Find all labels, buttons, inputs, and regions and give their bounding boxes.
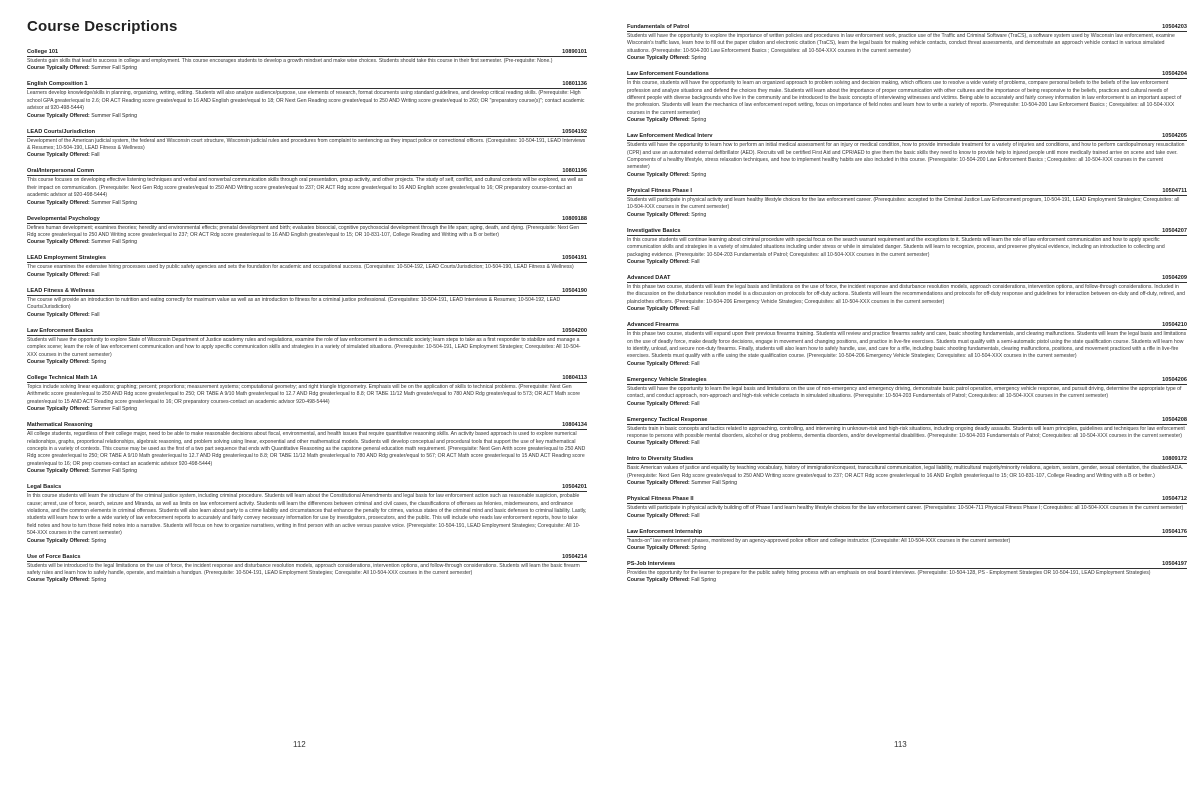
course-code: 10801196 <box>562 168 587 175</box>
course-header <box>627 133 1187 141</box>
course-description: Students will have the opportunity to learn the legal basis and limitations on the use of non-emergency and emergency driving, demonstrate basic patrol operation, emergency vehicle response, and pursuit driving, determine the appropriate type of contact, and conduct approach, non-approach and high-risk vehicle contacts in simulated situations. (Prerequisite: 10-504-203 Fundamentals of Patrol; Corequisites: all 10-504-XXX courses in the current semester) <box>627 385 1182 400</box>
course-title: Law Enforcement Basics <box>27 327 94 334</box>
course-offered <box>627 55 1187 62</box>
course-code: 10504205 <box>1162 133 1187 140</box>
course-code: 10504191 <box>562 255 587 262</box>
offered-terms: Fall <box>691 512 700 519</box>
course-header <box>27 375 587 383</box>
course-header <box>27 255 587 263</box>
course-header <box>27 288 587 296</box>
course-title: Fundamentals of Patrol <box>627 24 690 30</box>
course-title: Law Enforcement Internship <box>627 528 703 535</box>
course-title: Advanced Firearms <box>627 322 679 329</box>
course-entry <box>27 81 587 119</box>
course-description: Students will have the opportunity to explore State of Wisconsin Department of Justice academy rules and regulations, examine the role of law enforcement in a democratic society; learn steps to take as a first responder to stabilize and manage a complex scene; learn the role of law enforcement communication and how to apply specific communication skills and strategies in a variety of simulated situations. (Prerequisite: 10-504-191, LEAD Employment Strategies; Corequisites: All 10-504-XXX courses in the current semester) <box>27 336 581 358</box>
course-entry <box>627 188 1187 219</box>
offered-terms: Fall <box>691 258 700 265</box>
course-header <box>27 328 587 336</box>
course-code: 10801136 <box>562 81 587 88</box>
course-header <box>627 322 1187 330</box>
offered-label: Course Typically Offered: <box>27 239 90 246</box>
course-title: Law Enforcement Medical Interv <box>627 133 713 140</box>
course-description: In this course students will learn the structure of the criminal justice system, including criminal procedure. Students will learn about the Constitutional Amendments and legal basis for law enforcement action such as reasonable suspicion, probable cause; arrest, use of force, search, seizure and Miranda, as well as limits on law enforcement activity. Students will learn the differences between criminal and civil cases, the classifications of offenses as felonies, misdemeanors, and ordinance violations, and the common elements in criminal offenses. Students will also learn about party to a crime liability and circumstances that enhance the penalty for crimes, various states of the criminal mind and basic defenses to criminal liability. Lastly, students will learn how to write a wide variety of law enforcement reports to accurately and fairly convey necessary information for use by investigators, prosecutors, and the public. This will include who reads law enforcement reports, how to take field notes and how to turn those field notes into a narrative. Students will focus on how to organize narratives, writing in first person with an active versus passive voice. (Prerequisite: 10-504-191, LEAD Employment Strategies; Corequisite: All 10-504-XXX courses in the current semester) <box>27 493 587 537</box>
offered-label: Course Typically Offered: <box>27 65 90 72</box>
course-title: LEAD Courts/Jurisdiction <box>27 128 96 135</box>
offered-terms: Summer Fall Spring <box>691 480 738 487</box>
course-offered <box>627 577 1187 584</box>
course-description: Students gain skills that lead to success in college and employment. This course encourages students to develop a growth mindset and make wise choices. Students should take this course in their first semester. (Pre-requisite: None.) <box>27 58 553 64</box>
course-offered <box>27 359 587 366</box>
page-number-left: 112 <box>293 740 306 749</box>
course-entry <box>27 49 587 72</box>
course-description: The course will provide an introduction to nutrition and eating correctly for maximum value as well as an introduction to fitness for a criminal justice professional. (Corequisites: 10-504-191, LEAD Interviews & Resumes; 10-504-192, LEAD Courts/Jurisdiction) <box>27 296 561 311</box>
offered-terms: Summer Fall Spring <box>91 468 138 475</box>
course-code: 10504210 <box>1162 322 1187 329</box>
course-entry <box>27 422 587 475</box>
course-code: 10504712 <box>1162 496 1187 503</box>
offered-label: Course Typically Offered: <box>627 211 690 218</box>
course-entry <box>27 216 587 247</box>
course-header <box>627 456 1187 464</box>
course-code: 10804134 <box>562 422 587 429</box>
offered-label: Course Typically Offered: <box>627 480 690 487</box>
course-title: PS-Job Interviews <box>627 561 676 567</box>
course-offered <box>27 312 587 319</box>
course-description: In this course, students will have the opportunity to learn an organized approach to problem solving and decision making, which officers use to resolve a wide variety of problems, compare personal beliefs to the beliefs of the law enforcement profession and analyze situations and defend the choices they make. Students will learn about the importance of proper communication with other cultures and the importance of being responsive to the beliefs, practices and cultural needs of different people with diverse backgrounds who live in the community and be introduced to the basic concepts of interviewing witnesses and victims. Being able to accurately and fairly convey information in law enforcement is an important aspect of the profession. Students will learn the mechanics of law enforcement report writing, focus on importance of field notes and learn how to write a variety of reports. (Prerequisite: 10-504-200 Law Enforcement Basics ; Corequisites: all 10-504-XXX courses in the current semester) <box>627 80 1182 116</box>
course-description: Students will be introduced to the legal limitations on the use of force, the incident response and disturbance resolution models, approach considerations, intervention options, and follow-through considerations. Students will learn the basic firearm safety rules and learn how to safely handle, operate, and maintain a handgun. (Prerequisite: 10-504-191, LEAD Employment Strategies; Corequisite: All 10-504-XXX courses in the current semester) <box>27 562 580 576</box>
course-header <box>27 168 587 176</box>
offered-terms: Spring <box>91 537 107 544</box>
offered-label: Course Typically Offered: <box>627 360 690 367</box>
course-description: This course focuses on developing effective listening techniques and verbal and nonverbal communication skills through oral presentation, group activity, and other projects. The study of self, conflict, and cultural contexts will be explored, as well as their impact on communication. (Prerequisite: Next Gen Rdg score greater/equal to 250 AND Writing score greater/equal to 237; OR ACT Rdg score greater/equal to 16 AND English score greater/equal to 16; OR preparatory course-contact an academic advisor at 920-498-5444) <box>27 177 584 199</box>
course-offered <box>627 212 1187 219</box>
course-entry <box>627 496 1187 519</box>
offered-terms: Spring <box>691 545 707 551</box>
course-header <box>27 129 587 137</box>
course-entry <box>627 71 1187 124</box>
offered-terms: Fall <box>691 360 700 367</box>
course-description: Students will have the opportunity to explore the importance of written policies and procedures in law enforcement work, practice use of the Traffic and Criminal Software (TraCS), a software system used by Wisconsin law enforcement, examine Wisconsin's traffic laws, learn how to fill out the paper citation and electronic citation (TraCS), learn the legal basis for making vehicle contacts, conduct threat assessments, and demonstrate an approach vehicle contact in various simulated situations. (Prerequisite: 10-504-200 Law Enforcement Basics ; Corequisites: all 10-504-XXX courses in the current semester) <box>627 33 1175 54</box>
course-entry <box>627 561 1187 584</box>
offered-label: Course Typically Offered: <box>627 440 690 447</box>
course-code: 10809172 <box>1162 456 1187 463</box>
course-entry <box>27 554 587 585</box>
course-description: Defines human development; examines theories; heredity and environmental effects; prenatal development and birth; evaluates biosocial, cognitive psychosocial development through the life span; aging, death, and dying. (Prerequisite: Next Gen Rdg score greater/equal to 250 AND Writing score greater/equal to 237; OR ACT Rdg score greater/equal to 16 AND English greater/equal to 15; OR 10-831-107, College Reading and Writing with a B or better) <box>27 224 580 239</box>
course-header <box>27 81 587 89</box>
course-offered <box>627 361 1187 368</box>
course-offered <box>627 172 1187 179</box>
course-offered <box>627 440 1187 447</box>
course-entry <box>27 168 587 206</box>
course-entry <box>627 377 1187 408</box>
offered-terms: Spring <box>691 171 707 178</box>
offered-label: Course Typically Offered: <box>27 577 90 584</box>
course-offered <box>627 117 1187 124</box>
course-title: Emergency Tactical Response <box>627 416 708 423</box>
course-code: 10504197 <box>1162 561 1187 567</box>
course-header <box>627 529 1187 537</box>
course-offered <box>27 272 587 279</box>
course-offered <box>627 480 1187 487</box>
course-header <box>627 228 1187 236</box>
offered-terms: Spring <box>91 358 107 365</box>
course-header <box>627 377 1187 385</box>
offered-terms: Fall <box>91 311 100 318</box>
course-title: Legal Basics <box>27 484 62 491</box>
course-description: Topics include solving linear equations; graphing; percent; proportions; measurement systems; computational geometry; and right triangle trigonometry. Emphasis will be on the application of skills to technical problems. (Prerequisite: Next Gen Arithmetic score greater/equal to 250 AND Rdg score greater/equal to 250; OR TABE A 9/10 Math greater/equal to 12.7 AND Rdg greater/equal to 8.8; OR TABE 11/12 Math greater/equal to 780 AND Rdg greater/equal to 573; OR ACT Math score greater/equal to 15 AND ACT Reading score greater/equal to 16; OR preparatory courses-contact an academic advisor 920-498-5444) <box>27 383 580 405</box>
course-code: 10504214 <box>562 553 587 560</box>
course-description: Development of the American judicial system, the federal and Wisconsin court structure, Wisconsin judicial rules and procedures from complaint to sentencing as they impact police or correctional officers. (Corequisites: 10-504-191, LEAD Interviews & Resumes; 10-504-190, LEAD Fitness & Wellness) <box>27 137 586 152</box>
course-offered <box>627 545 1187 552</box>
offered-label: Course Typically Offered: <box>627 577 690 584</box>
course-description: "hands-on" law enforcement phases, monitored by an agency-approved police officer and college instructor. (Corequisite: All 10-504-XXX courses in the current semester) <box>627 537 1011 544</box>
course-header <box>27 49 587 57</box>
course-title: Use of Force Basics <box>27 553 81 560</box>
offered-label: Course Typically Offered: <box>627 171 690 178</box>
left-course-list <box>27 49 587 584</box>
course-description: The course examines the extensive hiring processes used by public safety agencies and sets the foundation for academic and occupational success. (Corequisites: 10-504-192, LEAD Courts/Jurisdiction; 10-504-190, LEAD Fitness & Wellness) <box>27 264 574 271</box>
course-entry <box>627 417 1187 448</box>
course-title: College Technical Math 1A <box>27 374 98 381</box>
course-description: Students will have the opportunity to learn how to perform an initial medical assessment for an injury or medical condition, how to provide immediate treatment for a variety of injuries and conditions, and how to perform cardiopulmonary resuscitation (CPR) and use an automated external defibrillator (AED). Recruits will be certified First Aid and CPR/AED to give them the basic skills they need to know to provide help to injured people until more medically trained arrive on scene and take over. Components of a healthy lifestyle, stress relaxation techniques, and how to implement healthy habits are also included in this course. (Prerequisite: 10-504-200 Law Enforcement Basics ; Corequisites: all 10-504-XXX courses in the current semester) <box>627 142 1185 171</box>
course-offered <box>27 239 587 246</box>
course-header <box>627 188 1187 196</box>
course-header <box>627 561 1187 569</box>
course-header <box>627 24 1187 32</box>
left-page <box>27 0 587 776</box>
course-offered <box>627 259 1187 266</box>
course-header <box>627 417 1187 425</box>
course-description: Learners develop knowledge/skills in planning, organizing, writing, editing. Students will also analyze audience/purpose, use elements of research, format documents using standard guidelines, and develop critical reading skills. (Prerequisite: High school GPA greater/equal to 2.6; OR ACT Reading score greater/equal to 16 AND English greater/equal to 18; OR Next Gen Reading score greater/equal to 250 AND Writing score greater/equal to 260; OR "preparatory course(s)"; contact academic advisor at 920-498-5444) <box>27 90 585 112</box>
course-title: Oral/Interpersonal Comm <box>27 168 95 175</box>
course-title: Mathematical Reasoning <box>27 422 93 429</box>
course-code: 10504204 <box>1162 71 1187 78</box>
course-title: English Composition 1 <box>27 81 88 88</box>
course-offered <box>27 577 587 584</box>
course-title: LEAD Employment Strategies <box>27 255 106 262</box>
page-number-right: 113 <box>894 740 907 749</box>
offered-label: Course Typically Offered: <box>627 306 690 313</box>
course-description: Students train in basic concepts and tactics related to approaching, controlling, and intervening in unknown-risk and high-risk situations, including ongoing deadly assaults. Students will learn principles, guidelines and techniques for law enforcement response to persons with possible mental disorders, alcohol or drug problems, dementia disorders, and/or developmental disabilities. (Prerequisite: 10-504-203 Fundamentals of Patrol; Corequisites: all 10-504-XXX courses in the current semester) <box>627 425 1185 439</box>
course-entry <box>627 133 1187 179</box>
offered-terms: Fall <box>691 400 700 407</box>
course-entry <box>627 228 1187 266</box>
offered-terms: Summer Fall Spring <box>91 199 138 206</box>
offered-terms: Fall <box>691 306 700 313</box>
course-title: Advanced DAAT <box>627 274 671 281</box>
course-code: 10504190 <box>562 287 587 294</box>
course-code: 10504208 <box>1162 416 1187 423</box>
course-header <box>627 496 1187 504</box>
right-page <box>627 24 1187 800</box>
course-entry <box>627 456 1187 487</box>
course-entry <box>27 288 587 319</box>
course-entry <box>627 24 1187 62</box>
course-code: 10504206 <box>1162 376 1187 383</box>
course-header <box>27 484 587 492</box>
course-entry <box>27 484 587 544</box>
offered-label: Course Typically Offered: <box>27 537 90 544</box>
course-header <box>27 422 587 430</box>
offered-label: Course Typically Offered: <box>27 199 90 206</box>
course-description: In this phase two course, students will learn the legal basis and limitations on the use of force, the incident response and disturbance resolution models, approach considerations, intervention options, and follow-through considerations. Included in the discussion on the disturbance resolution model is a discussion on protocols for off-duty actions. Students will learn the recommendations and protocols for off-duty response and guidelines for interaction between on-duty and off-duty, retired, and plainclothes officers. (Prerequisite: 10-504-206 Emergency Vehicle Strategies; Corequisites: all 10-504-XXX courses in the current semester) <box>627 283 1185 305</box>
course-offered <box>27 113 587 120</box>
course-description: Basic American values of justice and equality by teaching vocabulary, history of immigration/conquest, transcultural communication, legal liability, multicultural majority/minority relations, ageism, sexism, gender, sexual orientation, the disabled/ADA. (Prerequisite: Next Gen Rdg score greater/equal to 250 AND Writing score greater/equal to 237; OR ACT Rdg score greater/equal to 16 AND English greater/equal to 15; OR 10-831-107, College Reading and Writing with a B or better.) <box>627 465 1184 479</box>
course-description: In this phase two course, students will expand upon their previous firearms training. Students will review and practice firearms safety and care, basic shooting fundamentals, and clearing malfunctions. Students will learn the legal basis and limitations on the use of deadly force, make deadly force decisions, engage in movement and changing positions, and practice in live-fire exercises. Students must qualify with a semi-automatic pistol using the state qualification course. Students will learn how to identify, unload, and secure non-duty firearms. Finally, students will also learn how to safely handle, use, and care for a rifle, including basic shooting fundamentals, clearing malfunctions, positions, and movement practiced with a rifle in live-fire exercises. Students must qualify with a rifle using the state qualification course. (Prerequisite: 10-504-206 Emergency Vehicle Strategies; Corequisites: all 10-504-XXX courses in the current semester) <box>627 331 1187 360</box>
course-description: Students will participate in physical activity and learn healthy lifestyle choices for the law enforcement career. (Prerequisites: accepted to the Criminal Justice Law Enforcement program, 10-504-191, LEAD Employment Strategies; Corequisites: all 10-504-XXX courses in the current semester) <box>627 196 1180 211</box>
offered-label: Course Typically Offered: <box>27 468 90 475</box>
course-entry <box>27 328 587 366</box>
offered-terms: Summer Fall Spring <box>91 112 138 119</box>
offered-terms: Spring <box>691 55 707 62</box>
course-entry <box>627 275 1187 313</box>
offered-terms: Fall <box>91 152 100 159</box>
course-code: 10504711 <box>1162 187 1187 194</box>
offered-terms: Spring <box>91 577 107 584</box>
course-offered <box>27 152 587 159</box>
course-offered <box>627 513 1187 520</box>
offered-label: Course Typically Offered: <box>27 271 90 278</box>
course-code: 10504176 <box>1162 528 1187 535</box>
course-title: Investigative Basics <box>627 227 681 234</box>
course-offered <box>27 200 587 207</box>
course-offered <box>27 468 587 475</box>
course-code: 10504200 <box>562 327 587 334</box>
course-code: 10504203 <box>1162 24 1187 30</box>
course-header <box>627 275 1187 283</box>
course-title: LEAD Fitness & Wellness <box>27 287 95 294</box>
course-title: Physical Fitness Phase I <box>627 187 692 194</box>
right-course-list <box>627 24 1187 584</box>
offered-label: Course Typically Offered: <box>627 258 690 265</box>
course-title: Physical Fitness Phase II <box>627 496 694 503</box>
course-code: 10504201 <box>562 484 587 491</box>
course-entry <box>627 529 1187 552</box>
course-header <box>27 216 587 224</box>
course-header <box>627 71 1187 79</box>
offered-label: Course Typically Offered: <box>27 406 90 413</box>
offered-label: Course Typically Offered: <box>627 117 690 124</box>
course-description: Provides the opportunity for the learner to prepare for the public safety hiring process with an emphasis on oral board interviews. (Prerequisite: 10-504-128, PS - Employment Strategies OR 10-504-191, LEAD Employment Strategies) <box>627 570 1151 576</box>
course-entry <box>627 322 1187 368</box>
offered-terms: Spring <box>691 117 707 124</box>
course-offered <box>27 538 587 545</box>
course-offered <box>27 406 587 413</box>
offered-terms: Summer Fall Spring <box>91 65 138 72</box>
course-entry <box>27 129 587 160</box>
offered-terms: Fall Spring <box>691 577 716 584</box>
offered-label: Course Typically Offered: <box>627 55 690 62</box>
course-offered <box>627 401 1187 408</box>
course-description: All college students, regardless of their college major, need to be able to make reasonable decisions about fiscal, environmental, and health issues that require quantitative reasoning skills. An activity based approach is used to explore numerical relationships, graphs, proportional relationships, algebraic reasoning, and problem solving using linear, exponential and other mathematical models. Students will develop conceptual and procedural tools that support the use of key mathematical concepts in a variety of contexts. This course may be used as the first of a two part sequence that ends with Quantitative Reasoning as the capstone general education math requirement. (Prerequisite: Next Gen Arith score greater/equal to 250 AND Rdg score greater/equal to 250; OR TABE A 9/10 Math greater/equal to 12.7 AND Rdg greater/equal to 8.8; OR TABE 11/12 Math greater/equal to 780 AND Rdg greater/equal to 567; OR ACT Math score greater/equal to 15 AND ACT Reading score greater/equal to 16; OR prep courses-contact an academic advisor 920-498-5444) <box>27 431 586 467</box>
offered-label: Course Typically Offered: <box>27 112 90 119</box>
course-description: In this course students will continue learning about criminal procedure with special focus on the search warrant requirement and the exceptions to it. Students will learn the role of law enforcement communication and how to apply specific communication skills and strategies in a variety of simulated situations including under stress or while in simulated danger. Students will learn to recognize, process, and preserve physical evidence, including an introduction to collecting and packaging evidence. (Prerequisite: 10-504-203 Fundamentals of Patrol; Corequisites: all 10-504-XXX courses in the current semester) <box>627 236 1165 258</box>
course-offered <box>627 306 1187 313</box>
course-title: Emergency Vehicle Strategies <box>627 376 707 383</box>
offered-terms: Summer Fall Spring <box>91 406 138 413</box>
course-code: 10809188 <box>562 215 587 222</box>
course-title: Law Enforcement Foundations <box>627 71 709 78</box>
course-header <box>27 554 587 562</box>
course-code: 10890101 <box>562 49 587 55</box>
course-entry <box>27 375 587 413</box>
offered-label: Course Typically Offered: <box>27 311 90 318</box>
course-code: 10504207 <box>1162 227 1187 234</box>
offered-label: Course Typically Offered: <box>27 358 90 365</box>
offered-label: Course Typically Offered: <box>627 400 690 407</box>
offered-label: Course Typically Offered: <box>27 152 90 159</box>
offered-terms: Spring <box>691 211 707 218</box>
offered-label: Course Typically Offered: <box>627 512 690 519</box>
course-title: Developmental Psychology <box>27 215 100 222</box>
offered-terms: Summer Fall Spring <box>91 239 138 246</box>
course-entry <box>27 255 587 278</box>
course-title: College 101 <box>27 49 59 55</box>
course-title: Intro to Diversity Studies <box>627 456 694 463</box>
course-code: 10804113 <box>562 374 587 381</box>
course-code: 10504192 <box>562 128 587 135</box>
page-heading: Course Descriptions <box>27 18 178 35</box>
course-description: Students will participate in physical activity building off of Phase I and learn healthy lifestyle choices for the law enforcement career. (Prerequisites: 10-504-711 Physical Fitness Phase I; Corequisites: all 10-504-XXX courses in the current semester) <box>627 505 1184 512</box>
offered-label: Course Typically Offered: <box>627 545 690 551</box>
course-offered <box>27 65 587 72</box>
offered-terms: Fall <box>691 440 700 447</box>
course-code: 10504209 <box>1162 274 1187 281</box>
offered-terms: Fall <box>91 271 100 278</box>
